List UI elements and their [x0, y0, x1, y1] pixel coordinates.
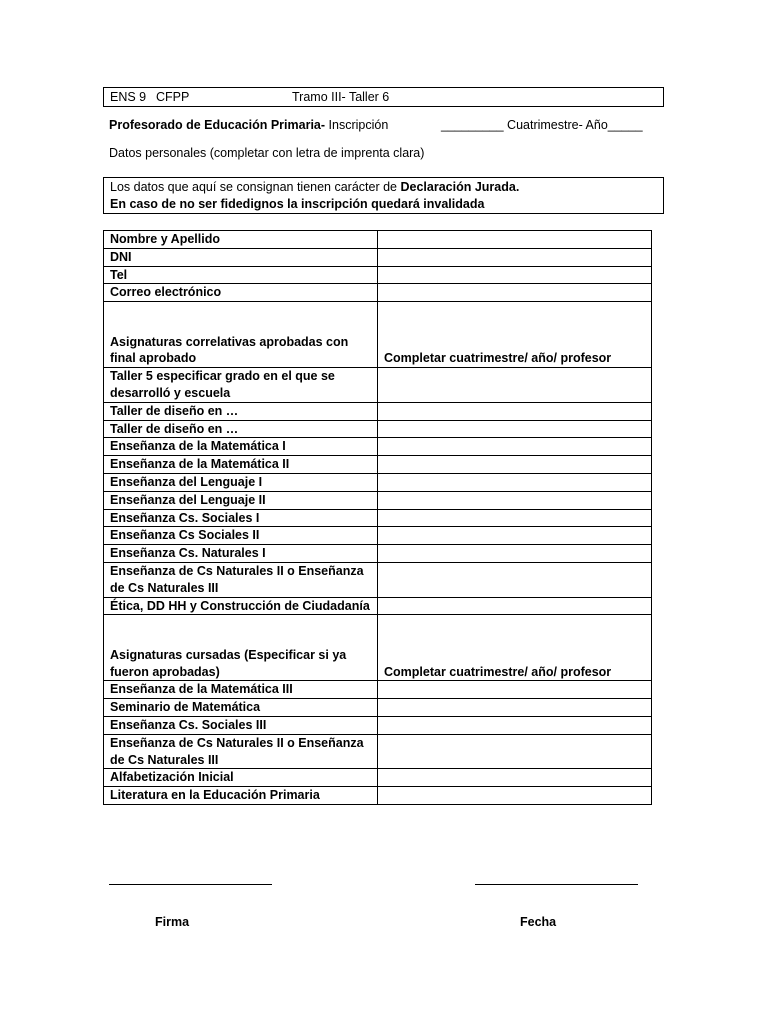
row-value-field[interactable]	[378, 438, 652, 456]
row-value-field[interactable]	[378, 368, 652, 403]
table-row	[104, 527, 652, 545]
program-line	[109, 118, 388, 132]
row-value-field[interactable]	[378, 681, 652, 699]
row-label: Enseñanza Cs. Sociales I	[104, 509, 378, 527]
row-value-field[interactable]	[378, 545, 652, 563]
declaration-box	[103, 177, 664, 214]
row-label: Enseñanza de la Matemática III	[104, 681, 378, 699]
row-value-field[interactable]	[378, 248, 652, 266]
row-value-field[interactable]	[378, 734, 652, 769]
row-label: DNI	[104, 248, 378, 266]
row-value-field[interactable]	[378, 231, 652, 249]
table-row	[104, 248, 652, 266]
row-value-field[interactable]: Completar cuatrimestre/ año/ profesor	[378, 302, 652, 368]
table-row	[104, 456, 652, 474]
declaration-text: Los datos que aquí se consignan tienen carácter de	[110, 180, 401, 194]
inscription-label: Inscripción	[325, 118, 389, 132]
row-value-field[interactable]	[378, 769, 652, 787]
school-code: ENS 9	[110, 90, 147, 104]
declaration-line-1	[110, 179, 657, 196]
row-label: Asignaturas correlativas aprobadas con final aprobado	[104, 302, 378, 368]
table-row	[104, 231, 652, 249]
table-row	[104, 402, 652, 420]
row-label: Correo electrónico	[104, 284, 378, 302]
declaration-emphasis: Declaración Jurada.	[400, 180, 520, 194]
date-line[interactable]	[475, 884, 638, 885]
row-label: Enseñanza Cs Sociales II	[104, 527, 378, 545]
row-value-field[interactable]	[378, 491, 652, 509]
table-row	[104, 597, 652, 615]
registration-table	[103, 230, 652, 805]
row-value-field[interactable]	[378, 473, 652, 491]
row-label: Enseñanza de Cs Naturales II o Enseñanza de Cs Naturales III	[104, 734, 378, 769]
row-label: Taller de diseño en …	[104, 402, 378, 420]
row-label: Enseñanza del Lenguaje I	[104, 473, 378, 491]
row-label: Literatura en la Educación Primaria	[104, 787, 378, 805]
table-row	[104, 438, 652, 456]
row-value-field[interactable]	[378, 562, 652, 597]
table-row	[104, 562, 652, 597]
table-row	[104, 420, 652, 438]
signature-line[interactable]	[109, 884, 272, 885]
table-row	[104, 787, 652, 805]
table-row	[104, 509, 652, 527]
row-value-field[interactable]	[378, 402, 652, 420]
row-label: Enseñanza de la Matemática I	[104, 438, 378, 456]
row-value-field[interactable]	[378, 527, 652, 545]
table-row	[104, 473, 652, 491]
row-value-field[interactable]	[378, 420, 652, 438]
table-row	[104, 368, 652, 403]
program-name: Profesorado de Educación Primaria-	[109, 118, 326, 132]
table-row	[104, 545, 652, 563]
row-label: Enseñanza Cs. Naturales I	[104, 545, 378, 563]
row-label: Taller de diseño en …	[104, 420, 378, 438]
table-row	[104, 716, 652, 734]
row-value-field[interactable]	[378, 456, 652, 474]
row-label: Alfabetización Inicial	[104, 769, 378, 787]
row-label: Enseñanza de la Matemática II	[104, 456, 378, 474]
personal-data-heading: Datos personales (completar con letra de imprenta clara)	[109, 146, 425, 160]
tramo-label: Tramo III- Taller 6	[292, 90, 390, 104]
row-label: Tel	[104, 266, 378, 284]
header-box	[103, 87, 664, 107]
table-row	[104, 302, 652, 368]
table-row	[104, 615, 652, 681]
row-label: Enseñanza Cs. Sociales III	[104, 716, 378, 734]
table-row	[104, 266, 652, 284]
table-row	[104, 284, 652, 302]
row-value-field[interactable]	[378, 597, 652, 615]
cuatrimestre-field[interactable]: _________ Cuatrimestre- Año_____	[441, 118, 643, 132]
table-row	[104, 491, 652, 509]
signature-label: Firma	[155, 915, 190, 929]
table-row	[104, 681, 652, 699]
date-label: Fecha	[520, 915, 557, 929]
table-row	[104, 699, 652, 717]
row-label: Seminario de Matemática	[104, 699, 378, 717]
row-value-field[interactable]	[378, 266, 652, 284]
row-value-field[interactable]	[378, 716, 652, 734]
row-value-field[interactable]	[378, 284, 652, 302]
institute-code: CFPP	[156, 90, 190, 104]
row-label: Asignaturas cursadas (Especificar si ya fueron aprobadas)	[104, 615, 378, 681]
row-label: Enseñanza de Cs Naturales II o Enseñanza de Cs Naturales III	[104, 562, 378, 597]
row-label: Ética, DD HH y Construcción de Ciudadanía	[104, 597, 378, 615]
row-value-field[interactable]	[378, 787, 652, 805]
table-row	[104, 769, 652, 787]
row-label: Nombre y Apellido	[104, 231, 378, 249]
table-row	[104, 734, 652, 769]
row-label: Taller 5 especificar grado en el que se desarrolló y escuela	[104, 368, 378, 403]
row-value-field[interactable]: Completar cuatrimestre/ año/ profesor	[378, 615, 652, 681]
row-value-field[interactable]	[378, 509, 652, 527]
row-label: Enseñanza del Lenguaje II	[104, 491, 378, 509]
declaration-line-2: En caso de no ser fidedignos la inscripción quedará invalidada	[110, 197, 485, 211]
row-value-field[interactable]	[378, 699, 652, 717]
